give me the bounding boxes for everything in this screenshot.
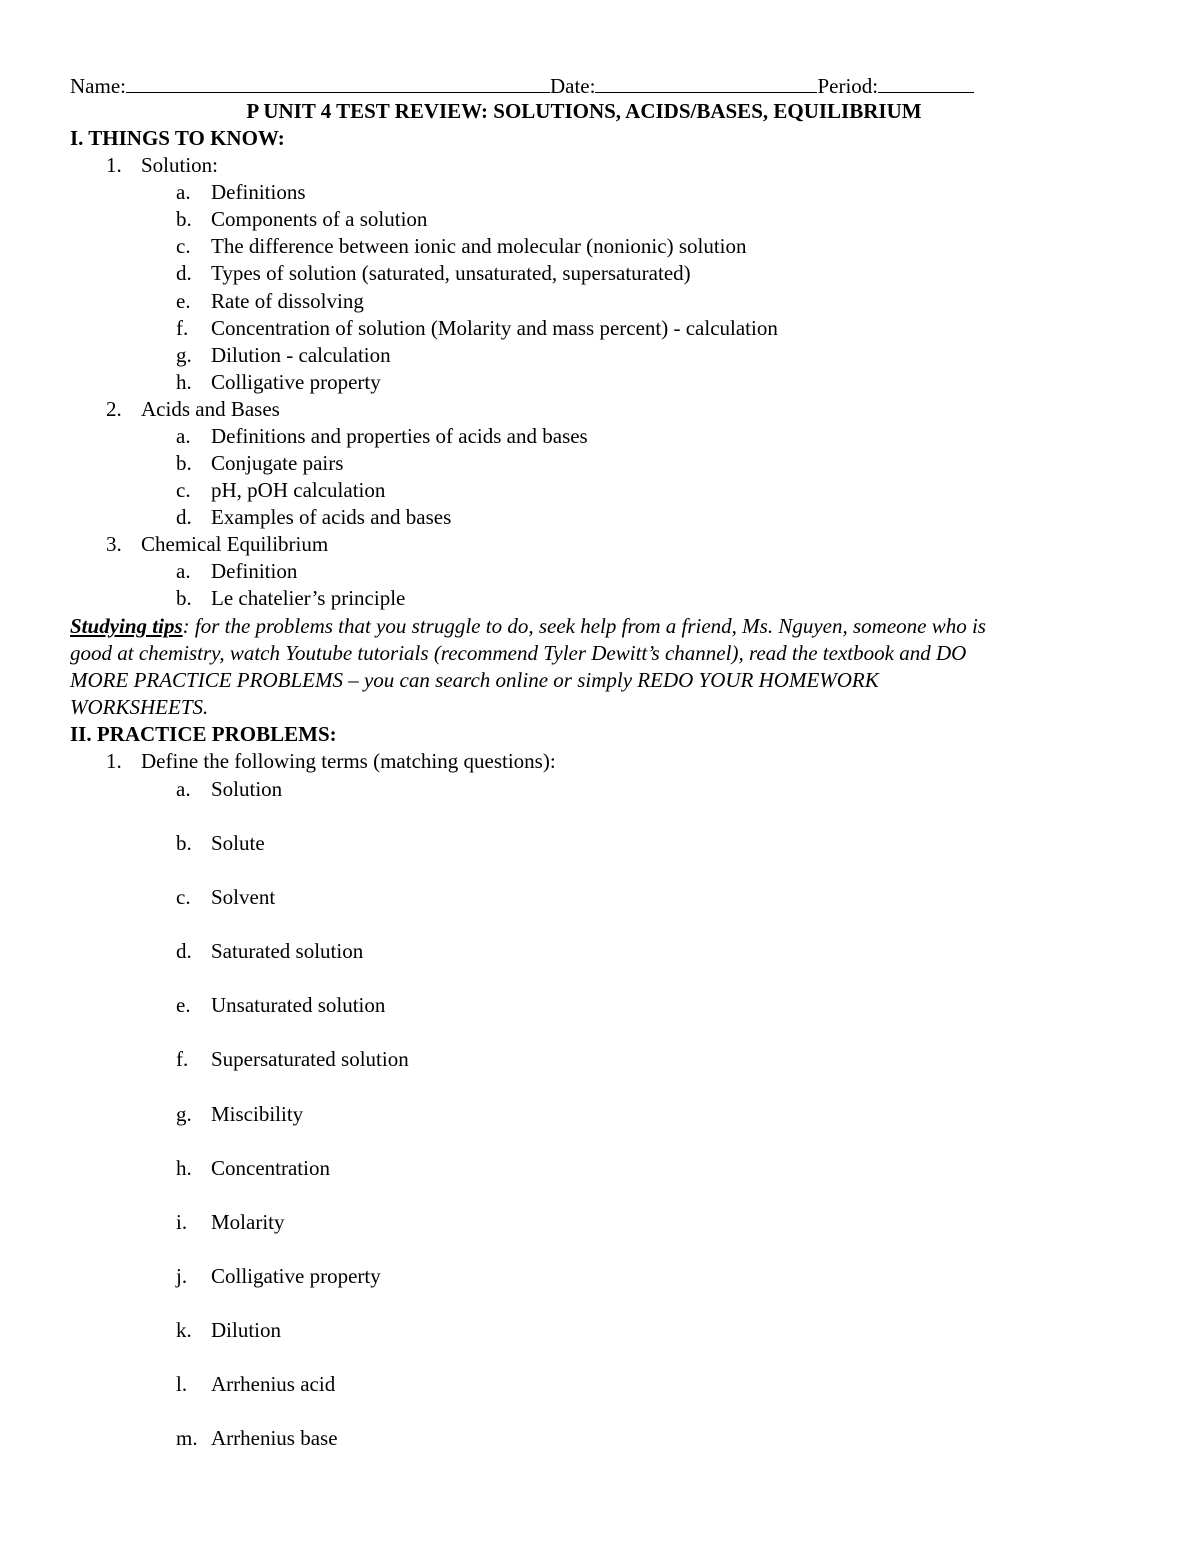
term-text: Miscibility — [211, 1102, 304, 1126]
item-text: Conjugate pairs — [211, 451, 344, 475]
tips-line: MORE PRACTICE PROBLEMS – you can search online or simply REDO YOUR HOMEWORK — [70, 668, 879, 692]
item-letter: a. — [176, 424, 191, 448]
item-text: Definitions and properties of acids and bases — [211, 424, 588, 448]
studying-tips — [70, 613, 1120, 721]
term-letter: e. — [176, 993, 191, 1017]
tips-line: good at chemistry, watch Youtube tutorials (recommend Tyler Dewitt’s channel), read the textbook and DO — [70, 641, 967, 665]
item-text: Le chatelier’s principle — [211, 586, 406, 610]
term-text: Molarity — [211, 1210, 285, 1234]
item-letter: f. — [176, 316, 189, 340]
item-text: Rate of dissolving — [211, 289, 364, 313]
term-letter: g. — [176, 1102, 192, 1126]
topic-label: Solution: — [141, 153, 219, 177]
term-letter: f. — [176, 1047, 189, 1071]
tips-text: : for the problems that you struggle to do, seek help from a friend, Ms. Nguyen, someone who is — [182, 614, 986, 638]
term-letter: a. — [176, 777, 191, 801]
item-text: Dilution - calculation — [211, 343, 391, 367]
date-label: Date: — [549, 74, 596, 98]
topic-number: 1. — [106, 153, 122, 177]
item-text: The difference between ionic and molecular (nonionic) solution — [211, 234, 747, 258]
item-text: Examples of acids and bases — [211, 505, 452, 529]
term-letter: k. — [176, 1318, 192, 1342]
item-letter: b. — [176, 207, 192, 231]
date-blank — [595, 70, 817, 93]
item-text: Types of solution (saturated, unsaturated, supersaturated) — [211, 261, 691, 285]
item-letter: b. — [176, 586, 192, 610]
term-text: Arrhenius acid — [211, 1372, 336, 1396]
topic-label: Acids and Bases — [141, 397, 280, 421]
question-number: 1. — [106, 749, 122, 773]
item-text: Components of a solution — [211, 207, 428, 231]
term-text: Saturated solution — [211, 939, 364, 963]
term-text: Arrhenius base — [211, 1426, 338, 1450]
term-text: Solution — [211, 777, 283, 801]
student-info-line — [70, 70, 974, 98]
term-text: Unsaturated solution — [211, 993, 386, 1017]
term-text: Concentration — [211, 1156, 330, 1180]
name-label: Name: — [70, 74, 126, 98]
term-letter: l. — [176, 1372, 188, 1396]
item-letter: g. — [176, 343, 192, 367]
term-text: Solvent — [211, 885, 276, 909]
tips-line: WORKSHEETS. — [70, 695, 209, 719]
item-letter: h. — [176, 370, 192, 394]
term-letter: b. — [176, 831, 192, 855]
item-letter: b. — [176, 451, 192, 475]
term-letter: j. — [176, 1264, 188, 1288]
term-letter: c. — [176, 885, 191, 909]
topic-label: Chemical Equilibrium — [141, 532, 329, 556]
period-blank — [878, 70, 974, 93]
name-blank — [126, 70, 550, 93]
topic-number: 3. — [106, 532, 122, 556]
tips-line — [70, 613, 1120, 640]
section-heading-practice-problems: II. PRACTICE PROBLEMS: — [70, 722, 337, 746]
item-text: pH, pOH calculation — [211, 478, 386, 502]
item-letter: d. — [176, 261, 192, 285]
term-text: Solute — [211, 831, 265, 855]
term-text: Dilution — [211, 1318, 282, 1342]
item-letter: e. — [176, 289, 191, 313]
term-letter: d. — [176, 939, 192, 963]
term-letter: i. — [176, 1210, 188, 1234]
term-text: Supersaturated solution — [211, 1047, 409, 1071]
item-letter: d. — [176, 505, 192, 529]
item-letter: c. — [176, 478, 191, 502]
term-text: Colligative property — [211, 1264, 381, 1288]
item-text: Colligative property — [211, 370, 381, 394]
item-text: Concentration of solution (Molarity and mass percent) - calculation — [211, 316, 778, 340]
term-letter: m. — [176, 1426, 198, 1450]
item-letter: a. — [176, 180, 191, 204]
term-letter: h. — [176, 1156, 192, 1180]
period-label: Period: — [817, 74, 879, 98]
item-text: Definitions — [211, 180, 306, 204]
section-heading-things-to-know: I. THINGS TO KNOW: — [70, 126, 285, 150]
item-letter: a. — [176, 559, 191, 583]
tips-label: Studying tips — [70, 614, 183, 638]
topic-number: 2. — [106, 397, 122, 421]
item-letter: c. — [176, 234, 191, 258]
page-title: P UNIT 4 TEST REVIEW: SOLUTIONS, ACIDS/BASES, EQUILIBRIUM — [246, 99, 922, 123]
question-text: Define the following terms (matching questions): — [141, 749, 556, 773]
item-text: Definition — [211, 559, 298, 583]
